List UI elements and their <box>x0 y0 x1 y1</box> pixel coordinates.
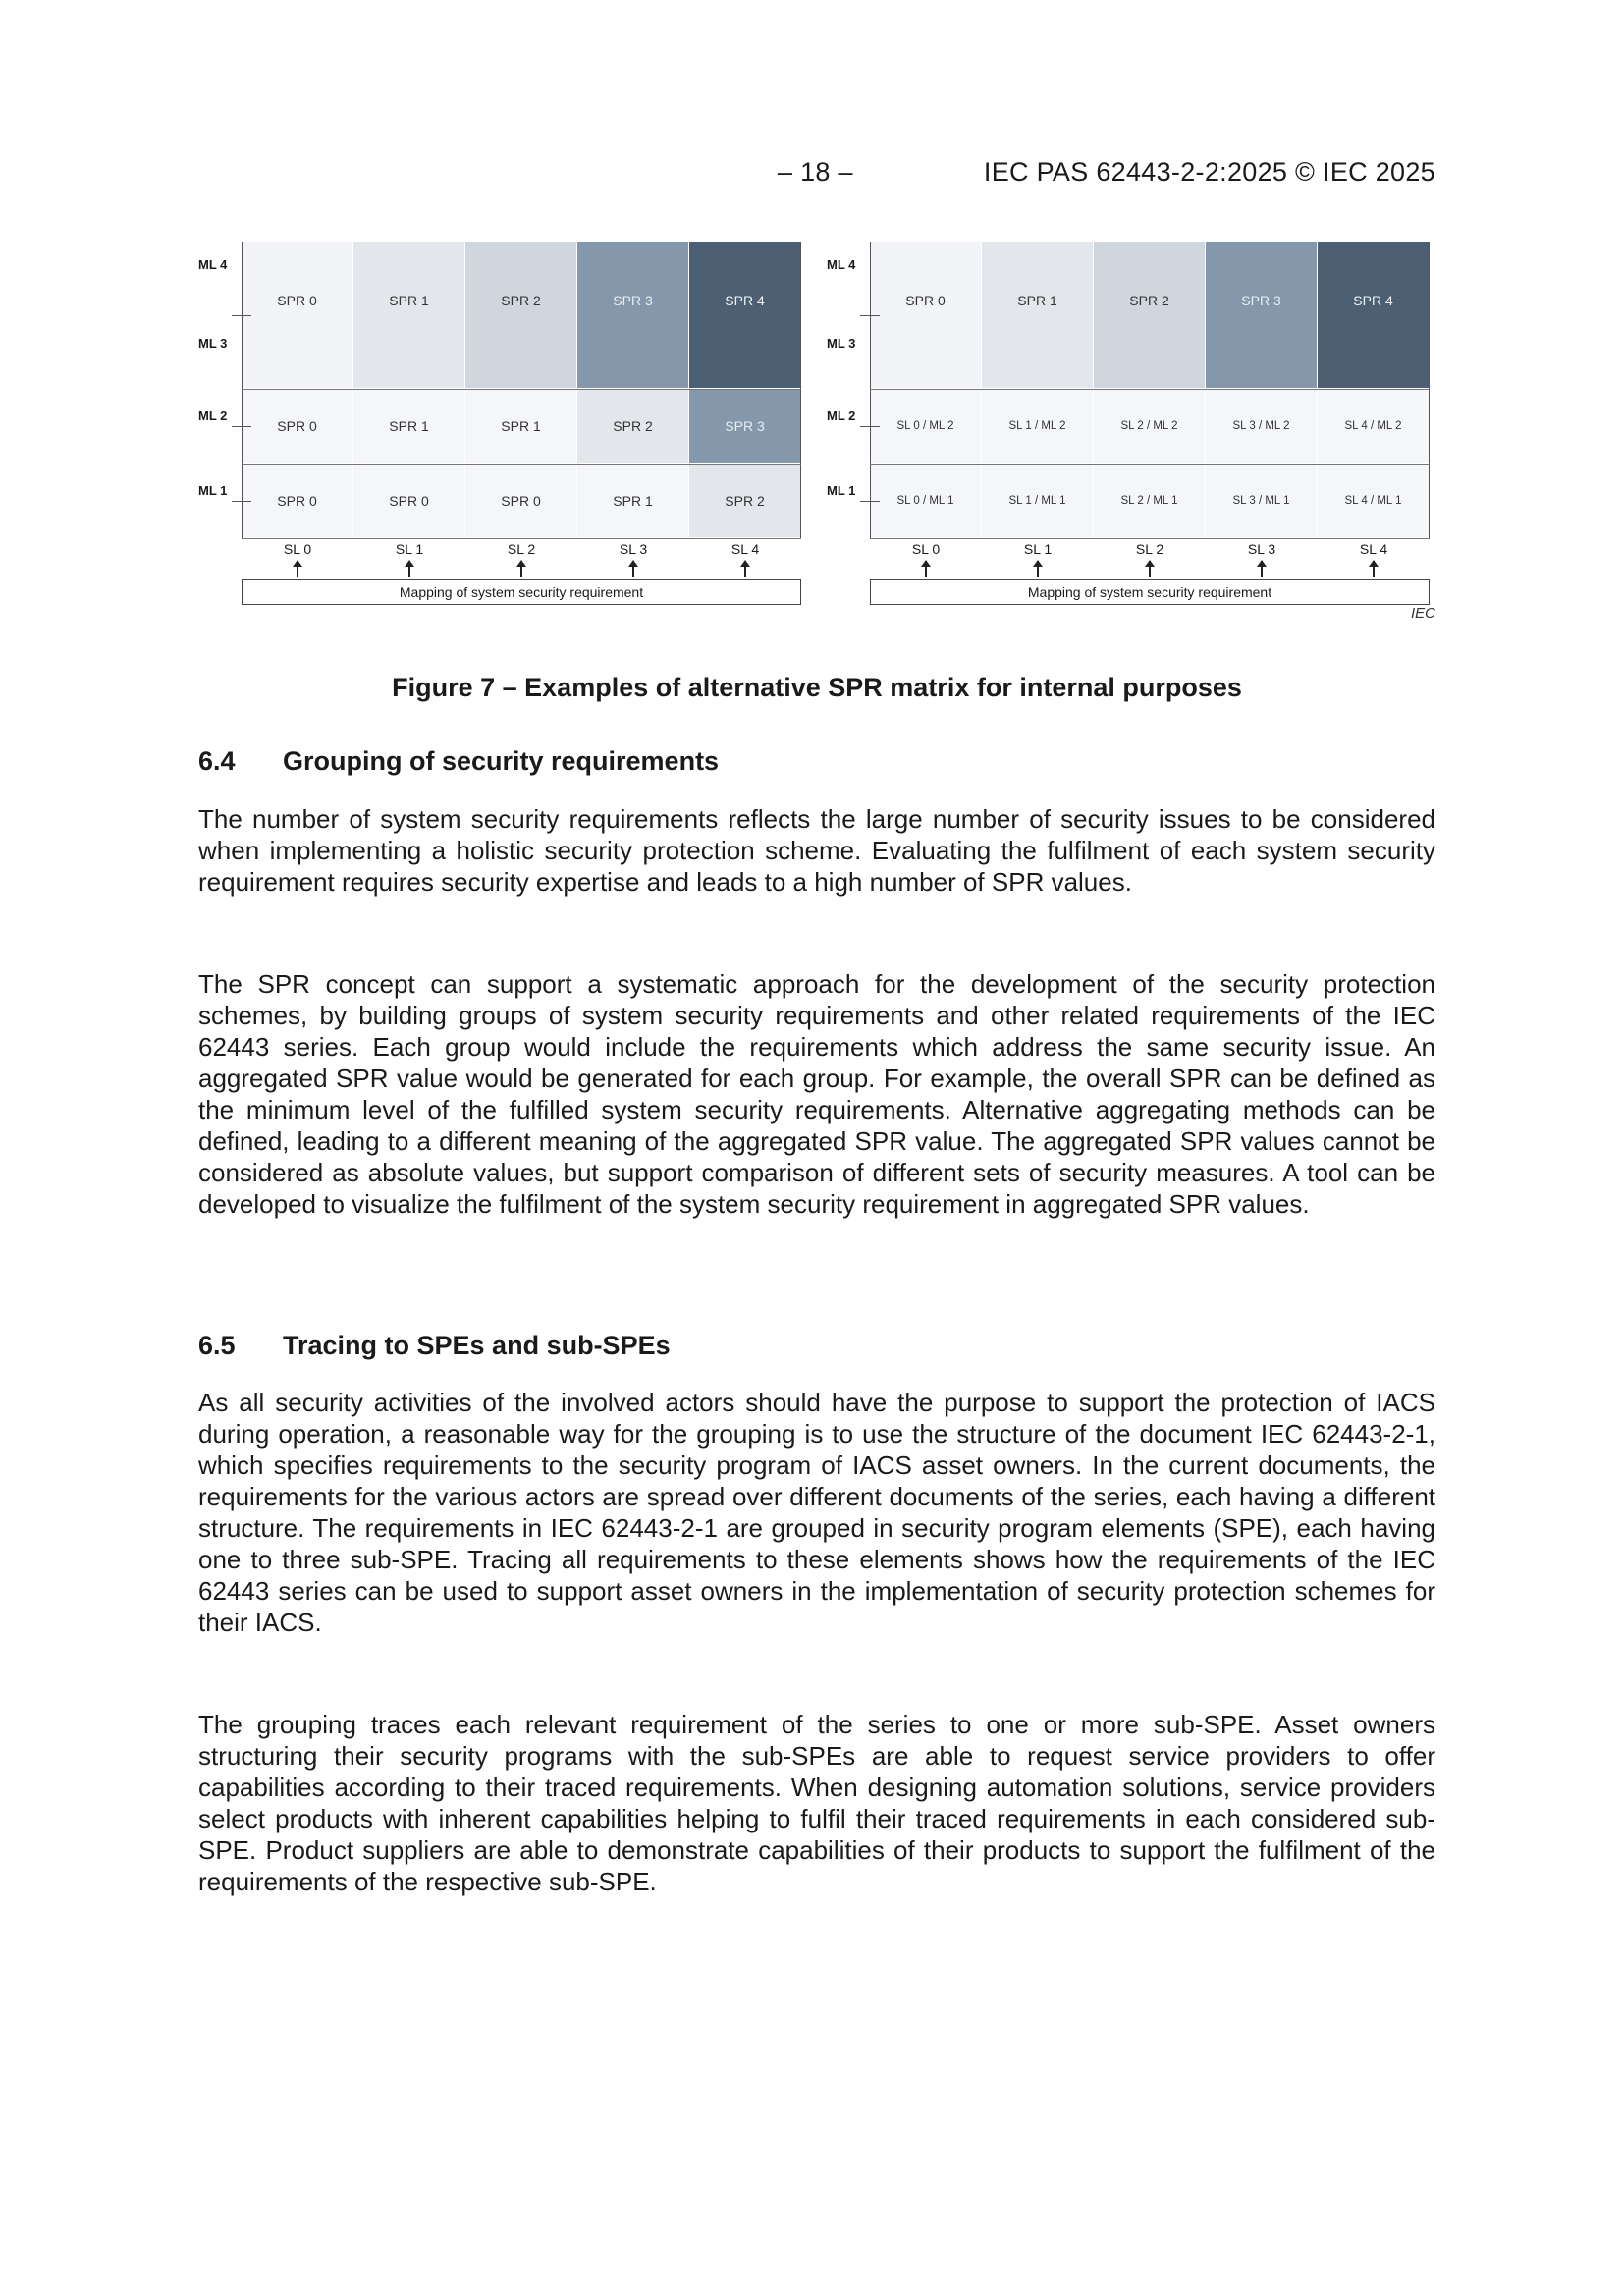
matrix-cell: SPR 0 <box>353 464 465 538</box>
matrix-cell: SL 4 / ML 2 <box>1318 389 1430 464</box>
matrix-cell: SPR 3 <box>1206 242 1318 389</box>
sl-label: SL 4 <box>730 541 760 557</box>
matrix-frame <box>870 242 1430 538</box>
matrix-cell: SPR 1 <box>353 242 465 389</box>
row-divider <box>870 464 1430 465</box>
up-arrow-icon <box>297 566 298 577</box>
matrix-cell: SPR 1 <box>353 389 465 464</box>
matrix-cell: SPR 2 <box>577 389 689 464</box>
section-title: Grouping of security requirements <box>283 746 720 776</box>
section-title: Tracing to SPEs and sub-SPEs <box>283 1331 671 1360</box>
ml-label: ML 2 <box>198 409 228 423</box>
matrix-cell: SL 2 / ML 1 <box>1094 464 1206 538</box>
paragraph: The SPR concept can support a systematic approach for the development of the security protection schemes, by building groups of system security requirements and other related requirements of the IEC 62443 series. Each group would include the requirements which address the same security issue. An aggregated SPR value would be generated for each group. For example, the overall SPR can be defined as the minimum level of the fulfilled system security requirements. Alternative aggregating methods can be defined, leading to a different meaning of the aggregated SPR value. The aggregated SPR values cannot be considered as absolute values, but support comparison of different sets of security measures. A tool can be developed to visualize the fulfilment of the system security requirement in aggregated SPR values. <box>198 969 1435 1219</box>
row-divider <box>242 389 801 390</box>
sl-label: SL 0 <box>911 541 941 557</box>
up-arrow-icon <box>520 566 522 577</box>
up-arrow-icon <box>632 566 634 577</box>
figure-caption: Figure 7 – Examples of alternative SPR matrix for internal purposes <box>392 673 1242 702</box>
axis-tick <box>232 501 251 502</box>
ml-label: ML 4 <box>827 257 856 272</box>
sl-label: SL 1 <box>1023 541 1053 557</box>
matrix-cell: SL 4 / ML 1 <box>1318 464 1430 538</box>
sl-label: SL 1 <box>395 541 424 557</box>
mapping-label-box: Mapping of system security requirement <box>242 579 801 605</box>
axis-tick <box>860 501 880 502</box>
ml-label: ML 4 <box>198 257 228 272</box>
ml-label: ML 1 <box>827 483 856 498</box>
matrix-cell: SL 0 / ML 1 <box>870 464 982 538</box>
row-divider <box>870 389 1430 390</box>
up-arrow-icon <box>1037 566 1039 577</box>
row-divider <box>242 464 801 465</box>
up-arrow-icon <box>1373 566 1375 577</box>
axis-tick <box>232 426 251 427</box>
matrix-cell: SPR 4 <box>689 242 801 389</box>
up-arrow-icon <box>408 566 410 577</box>
ml-label: ML 2 <box>827 409 856 423</box>
matrix-cell: SL 0 / ML 2 <box>870 389 982 464</box>
page-header <box>198 157 1435 196</box>
up-arrow-icon <box>1261 566 1263 577</box>
ml-label: ML 3 <box>827 336 856 351</box>
sl-label: SL 3 <box>619 541 648 557</box>
row-divider <box>242 538 801 539</box>
matrix-cell: SPR 2 <box>689 464 801 538</box>
ml-label: ML 1 <box>198 483 228 498</box>
matrix-cell: SL 3 / ML 1 <box>1206 464 1318 538</box>
standard-reference: IEC PAS 62443-2-2:2025 © IEC 2025 <box>983 157 1435 187</box>
matrix-cell: SPR 0 <box>242 464 353 538</box>
matrix-cell: SPR 0 <box>870 242 982 389</box>
sl-label: SL 2 <box>507 541 536 557</box>
up-arrow-icon <box>744 566 746 577</box>
spr-matrix-left <box>198 236 827 629</box>
matrix-cell: SL 1 / ML 2 <box>982 389 1094 464</box>
row-divider <box>870 538 1430 539</box>
paragraph: The grouping traces each relevant requirement of the series to one or more sub-SPE. Asset owners structuring their security programs with the sub-SPEs are able to request service providers to offer capabilities according to their traced requirements. When designing automation solutions, service providers select products with inherent capabilities helping to fulfil their traced requirements in each considered sub-SPE. Product suppliers are able to demonstrate capabilities of their products to support the fulfilment of the requirements of the respective sub-SPE. <box>198 1710 1435 1896</box>
matrix-cell: SPR 3 <box>577 242 689 389</box>
section-number: 6.4 <box>198 746 236 776</box>
axis-tick <box>860 315 880 316</box>
up-arrow-icon <box>925 566 927 577</box>
axis-tick <box>232 315 251 316</box>
page-number: – 18 – <box>778 157 853 187</box>
section-heading-6-5 <box>198 1331 671 1361</box>
matrix-cell: SPR 4 <box>1318 242 1430 389</box>
matrix-cell: SPR 3 <box>689 389 801 464</box>
sl-label: SL 2 <box>1135 541 1164 557</box>
axis-tick <box>860 426 880 427</box>
paragraph: The number of system security requirements reflects the large number of security issues to be considered when implementing a holistic security protection scheme. Evaluating the fulfilment of each system security requirement requires security expertise and leads to a high number of SPR values. <box>198 804 1435 897</box>
matrix-cell: SL 2 / ML 2 <box>1094 389 1206 464</box>
matrix-cell: SPR 1 <box>982 242 1094 389</box>
iec-mark: IEC <box>1410 605 1435 622</box>
matrix-cell: SPR 2 <box>1094 242 1206 389</box>
section-heading-6-4 <box>198 746 719 777</box>
section-number: 6.5 <box>198 1331 236 1360</box>
matrix-cell: SPR 1 <box>577 464 689 538</box>
sl-label: SL 0 <box>283 541 312 557</box>
mapping-label-box: Mapping of system security requirement <box>870 579 1430 605</box>
spr-matrix-right <box>827 236 1455 629</box>
matrix-cell: SPR 0 <box>465 464 577 538</box>
figure-7 <box>198 236 1435 629</box>
paragraph: As all security activities of the involved actors should have the purpose to support the protection of IACS during operation, a reasonable way for the grouping is to use the structure of the document IEC 62443-2-1, which specifies requirements to the security program of IACS asset owners. In the current documents, the requirements for the various actors are spread over different documents of the series, each having a different structure. The requirements in IEC 62443-2-1 are grouped in security program elements (SPE), each having one to three sub-SPE. Tracing all requirements to these elements shows how the requirements of the IEC 62443 series can be used to support asset owners in the implementation of security protection schemes for their IACS. <box>198 1388 1435 1637</box>
matrix-cell: SPR 1 <box>465 389 577 464</box>
sl-label: SL 4 <box>1359 541 1388 557</box>
matrix-cell: SPR 0 <box>242 389 353 464</box>
matrix-cell: SL 3 / ML 2 <box>1206 389 1318 464</box>
matrix-cell: SL 1 / ML 1 <box>982 464 1094 538</box>
matrix-cell: SPR 2 <box>465 242 577 389</box>
matrix-frame <box>242 242 801 538</box>
up-arrow-icon <box>1149 566 1151 577</box>
matrix-cell: SPR 0 <box>242 242 353 389</box>
ml-label: ML 3 <box>198 336 228 351</box>
sl-label: SL 3 <box>1247 541 1276 557</box>
